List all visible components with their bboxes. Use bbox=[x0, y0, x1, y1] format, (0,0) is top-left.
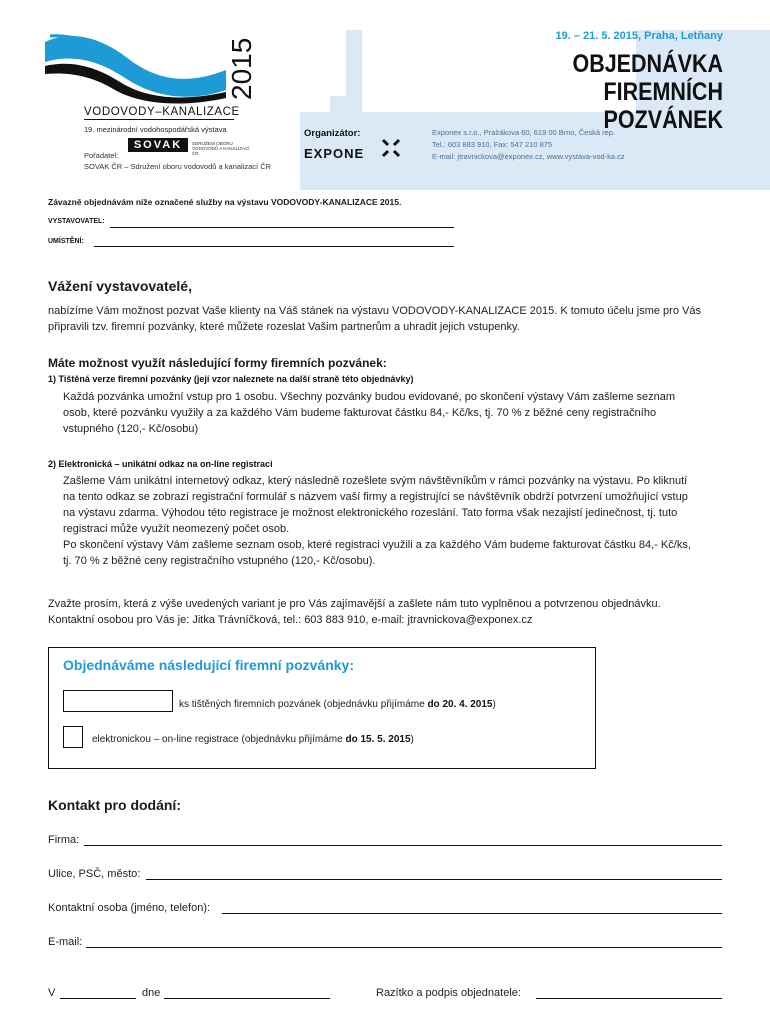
poradatel-label: Pořadatel: bbox=[84, 151, 119, 160]
title-line-1: OBJEDNÁVKA bbox=[572, 50, 723, 78]
printed-invitations-line bbox=[179, 699, 496, 710]
intro-line-2: připravili tzv. firemní pozvánky, které můžete rozeslat Vašim partnerům a uhradit jejich vstupenky. bbox=[48, 321, 520, 333]
electronic-invitations-line bbox=[92, 734, 414, 745]
firma-field[interactable] bbox=[84, 845, 722, 846]
organizer-phone: Tel.: 603 883 910, Fax: 547 210 875 bbox=[432, 140, 553, 149]
electronic-deadline: do 15. 5. 2015 bbox=[345, 734, 411, 745]
date-field[interactable] bbox=[164, 998, 330, 999]
stamp-signature-label: Razítko a podpis objednatele: bbox=[376, 987, 521, 999]
option-1-line: Každá pozvánka umožní vstup pro 1 osobu. Všechny pozvánky budou evidované, po skončení výstavy Vám zašleme seznam bbox=[63, 391, 676, 403]
option-2-line: Zašleme Vám unikátní internetový odkaz, který následně rozešlete svým návštěvníkům v rámci pozvánky na výstavu. Po kliknutí bbox=[63, 475, 688, 487]
sovak-description: SOVAK ČR – Sdružení oboru vodovodů a kanalizací ČR bbox=[84, 162, 272, 171]
electronic-invitations-checkbox[interactable] bbox=[63, 726, 83, 748]
electronic-invitations-text: elektronickou – on-line registrace (objednávku přijímáme bbox=[92, 734, 346, 745]
firma-label: Firma: bbox=[48, 834, 80, 846]
option-1-line: vstupného (120,- Kč/osobu) bbox=[63, 423, 199, 435]
printed-invitations-quantity-input[interactable] bbox=[63, 690, 173, 712]
intro-line-1: nabízíme Vám možnost pozvat Vaše klienty na Váš stánek na výstavu VODOVODY-KANALIZACE 2015. K tomuto účelu jsme pro Vás bbox=[48, 305, 701, 317]
printed-close: ) bbox=[492, 699, 496, 710]
logo-name: VODOVODY–KANALIZACE bbox=[84, 106, 240, 118]
place-field[interactable] bbox=[60, 998, 136, 999]
email-label: E-mail: bbox=[48, 936, 83, 948]
contact-heading: Kontakt pro dodání: bbox=[48, 797, 181, 813]
option-2-description bbox=[63, 473, 753, 569]
electronic-close: ) bbox=[410, 734, 414, 745]
contact-person-field[interactable] bbox=[222, 913, 722, 914]
organizer-logo: EXPONE bbox=[304, 146, 365, 161]
option-2-line: registraci může využít neomezený počet osob. bbox=[63, 523, 290, 535]
option-1-description bbox=[63, 389, 753, 437]
stamp-signature-field[interactable] bbox=[536, 998, 722, 999]
organizer-email: E-mail: jtravnickova@exponex.cz, www.vystava-vod-ka.cz bbox=[432, 152, 625, 161]
printed-deadline: do 20. 4. 2015 bbox=[427, 699, 493, 710]
printed-invitations-text: ks tištěných firemních pozvánek (objednávku přijímáme bbox=[179, 699, 428, 710]
sovak-logo: SOVAK bbox=[128, 138, 188, 152]
title-line-2: FIREMNÍCH POZVÁNEK bbox=[603, 78, 723, 134]
vodovody-logo-wave-icon bbox=[40, 32, 230, 104]
organizer-label: Organizátor: bbox=[304, 128, 361, 139]
ulice-field[interactable] bbox=[146, 879, 722, 880]
vystavovatel-field[interactable] bbox=[110, 227, 454, 228]
organizer-address: Exponex s.r.o., Pražákova 60, 619 00 Brno, Česká rep. bbox=[432, 128, 616, 137]
option-2-line: na tento odkaz se zobrazí registrační formulář s názvem vaší firmy a registrující se návštěvník obdrží potvrzení umožňující vstup bbox=[63, 491, 688, 503]
closing-line-1: Zvažte prosím, která z výše uvedených variant je pro Vás zajímavější a zašlete nám tuto vyplněnou a potvrzenou objednávku. bbox=[48, 598, 661, 610]
place-label: V bbox=[48, 987, 56, 999]
binding-order-statement: Závazně objednávám níže označené služby na výstavu VODOVODY-KANALIZACE 2015. bbox=[48, 197, 402, 207]
email-field[interactable] bbox=[86, 947, 722, 948]
option-2-line: na výstavu zdarma. Výhodou této registrace je možnost elektronického rozeslání. Tato forma však nezajistí jedinečnost, tj. tuto bbox=[63, 507, 678, 519]
logo-divider bbox=[84, 119, 234, 120]
contact-person-label: Kontaktní osoba (jméno, telefon): bbox=[48, 902, 211, 914]
logo-subtitle: 19. mezinárodní vodohospodářská výstava bbox=[84, 125, 227, 134]
event-date: 19. – 21. 5. 2015, Praha, Letňany bbox=[555, 30, 723, 42]
option-2-line: Po skončení výstavy Vám zašleme seznam osob, které registraci využili a za každého Vám budeme fakturovat částku 84,- Kč/ks, bbox=[63, 539, 691, 551]
logo-year: 2015 bbox=[226, 37, 257, 100]
order-title: Objednáváme následující firemní pozvánky: bbox=[63, 657, 354, 673]
option-1-title: 1) Tištěná verze firemní pozvánky (její vzor naleznete na další straně této objednávky) bbox=[48, 374, 414, 384]
vystavovatel-label: VYSTAVOVATEL: bbox=[48, 218, 105, 225]
date-label: dne bbox=[142, 987, 161, 999]
umisteni-field[interactable] bbox=[94, 246, 454, 247]
greeting-heading: Vážení vystavovatelé, bbox=[48, 278, 192, 294]
option-2-title: 2) Elektronická – unikátní odkaz na on-line registraci bbox=[48, 459, 273, 469]
closing-paragraph bbox=[48, 596, 758, 628]
exponex-x-icon bbox=[380, 137, 402, 159]
umisteni-label: UMÍSTĚNÍ: bbox=[48, 238, 84, 245]
option-1-line: osob, které pozvánku využily a za každého Vám budeme fakturovat částku 84,- Kč/ks, tj. 70 % z běžné ceny registračního bbox=[63, 407, 657, 419]
option-2-line: tj. 70 % z běžné ceny registračního vstupného (120,- Kč/osobu). bbox=[63, 555, 376, 567]
organizer-info bbox=[432, 127, 625, 163]
closing-line-2: Kontaktní osobou pro Vás je: Jitka Trávníčková, tel.: 603 883 910, e-mail: jtravnickova@exponex.cz bbox=[48, 614, 533, 626]
intro-paragraph bbox=[48, 303, 748, 335]
sovak-logo-tagline: SDRUŽENÍ OBORU VODOVODŮ A KANALIZACÍ ČR bbox=[192, 141, 250, 156]
ulice-label: Ulice, PSČ, město: bbox=[48, 868, 141, 880]
page-title bbox=[480, 50, 723, 134]
forms-heading: Máte možnost využít následující formy firemních pozvánek: bbox=[48, 356, 387, 370]
